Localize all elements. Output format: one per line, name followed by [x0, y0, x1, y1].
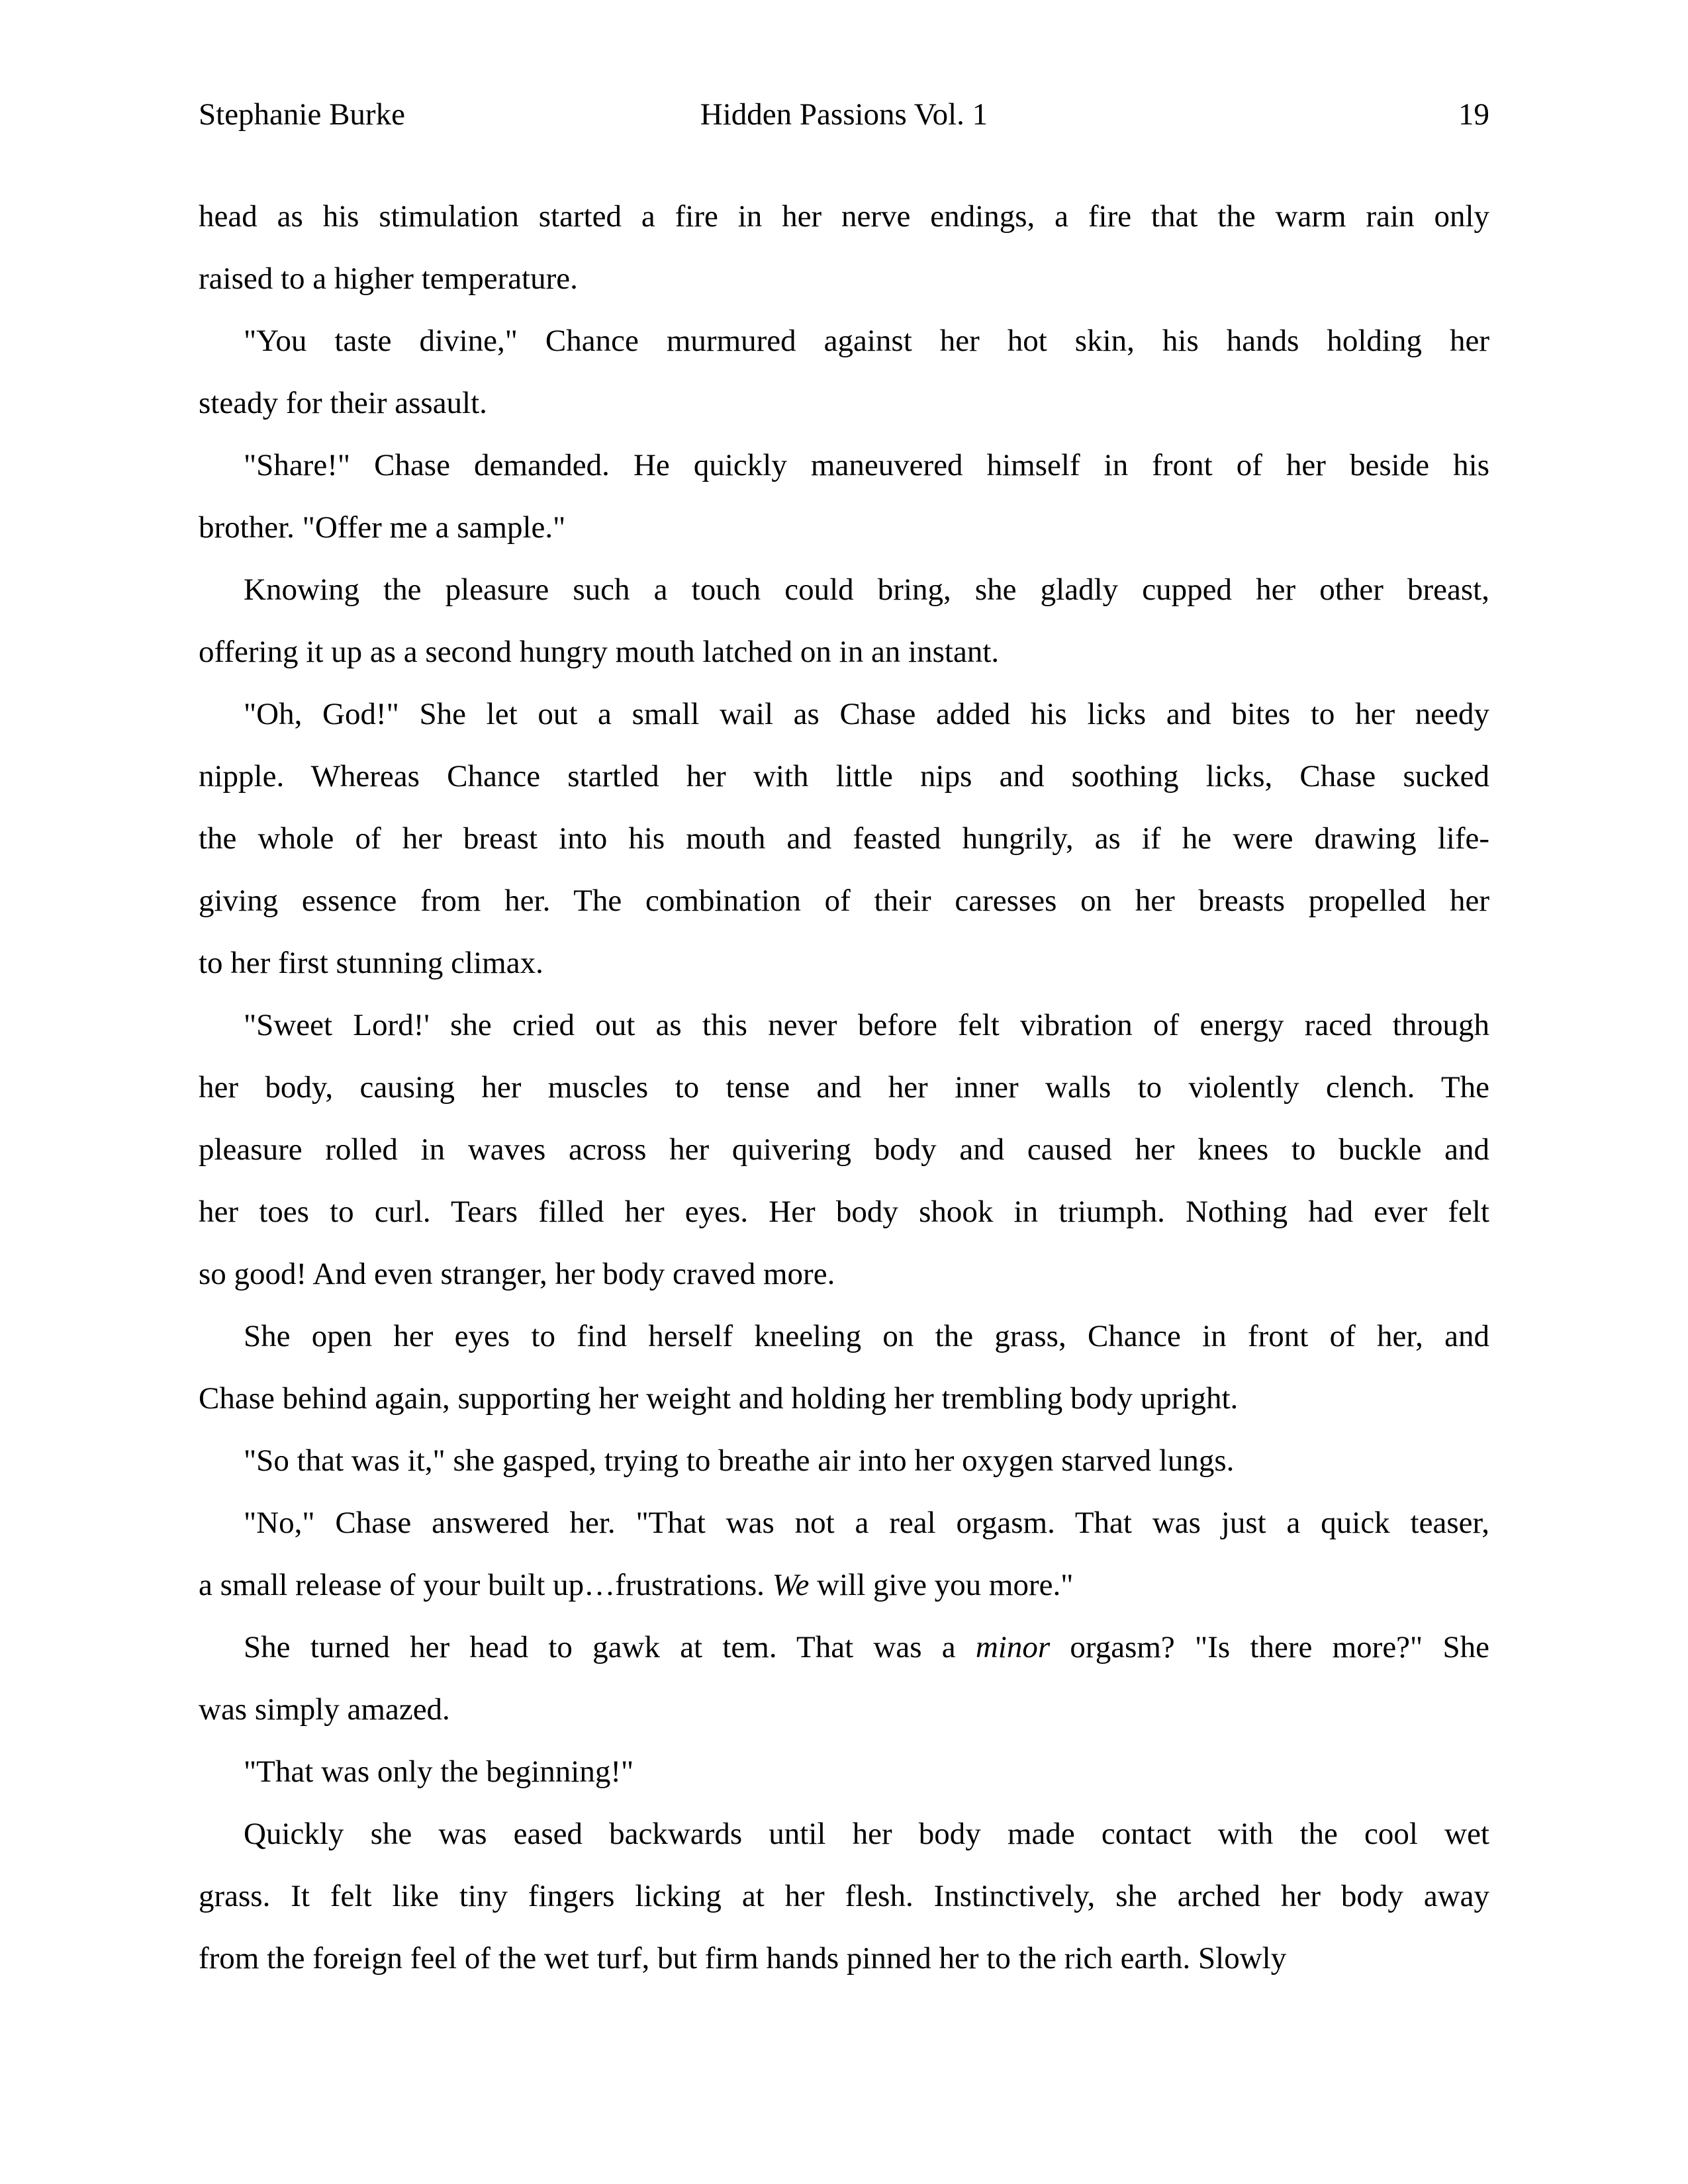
text-line: Quickly she was eased backwards until her body made contact with the cool wet	[244, 1817, 1489, 1851]
text-line: Knowing the pleasure such a touch could bring, she gladly cupped her other breast,	[244, 572, 1489, 607]
paragraph	[199, 310, 1489, 434]
text-line: pleasure rolled in waves across her quivering body and caused her knees to buckle and	[199, 1132, 1489, 1167]
paragraph	[199, 1305, 1489, 1430]
paragraph	[199, 1430, 1489, 1492]
body-text	[199, 185, 1489, 1989]
paragraph	[199, 1492, 1489, 1616]
text-line: her body, causing her muscles to tense and her inner walls to violently clench. The	[199, 1070, 1489, 1105]
paragraph	[199, 559, 1489, 683]
paragraph	[199, 683, 1489, 994]
text-line: "Sweet Lord!' she cried out as this never before felt vibration of energy raced through	[244, 1008, 1489, 1042]
text-line: steady for their assault.	[199, 386, 487, 420]
paragraph	[199, 1741, 1489, 1803]
text-line: head as his stimulation started a fire in her nerve endings, a fire that the warm rain only	[199, 199, 1489, 234]
paragraph	[199, 185, 1489, 310]
text-line: "You taste divine," Chance murmured against her hot skin, his hands holding her	[244, 324, 1489, 358]
text-line: She turned her head to gawk at tem. That was a minor orgasm? "Is there more?" She	[244, 1630, 1489, 1664]
text-line: her toes to curl. Tears filled her eyes. Her body shook in triumph. Nothing had ever felt	[199, 1195, 1489, 1229]
paragraph	[199, 434, 1489, 559]
text-line: Chase behind again, supporting her weight and holding her trembling body upright.	[199, 1381, 1239, 1416]
text-line: "So that was it," she gasped, trying to breathe air into her oxygen starved lungs.	[244, 1443, 1235, 1478]
text-line: "That was only the beginning!"	[244, 1754, 634, 1789]
text-line: a small release of your built up…frustrations. We will give you more."	[199, 1568, 1074, 1602]
text-line: raised to a higher temperature.	[199, 261, 578, 296]
text-line: to her first stunning climax.	[199, 946, 543, 980]
text-line: the whole of her breast into his mouth and feasted hungrily, as if he were drawing life-	[199, 821, 1489, 856]
text-line: She open her eyes to find herself kneeling on the grass, Chance in front of her, and	[244, 1319, 1489, 1353]
header-author: Stephanie Burke	[199, 97, 405, 132]
page-header	[199, 96, 1489, 133]
text-line: "Oh, God!" She let out a small wail as Chase added his licks and bites to her needy	[244, 697, 1489, 731]
text-line: brother. "Offer me a sample."	[199, 510, 566, 545]
text-line: "Share!" Chase demanded. He quickly maneuvered himself in front of her beside his	[244, 448, 1489, 482]
text-line: from the foreign feel of the wet turf, but firm hands pinned her to the rich earth. Slowly	[199, 1941, 1287, 1976]
header-title: Hidden Passions Vol. 1	[700, 97, 988, 132]
text-line: grass. It felt like tiny fingers licking at her flesh. Instinctively, she arched her body away	[199, 1879, 1489, 1913]
paragraph	[199, 994, 1489, 1305]
text-line: was simply amazed.	[199, 1692, 450, 1727]
header-page-number: 19	[1458, 97, 1489, 132]
paragraph	[199, 1616, 1489, 1741]
text-line: offering it up as a second hungry mouth latched on in an instant.	[199, 635, 1000, 669]
text-line: "No," Chase answered her. "That was not a real orgasm. That was just a quick teaser,	[244, 1506, 1489, 1540]
text-line: nipple. Whereas Chance startled her with little nips and soothing licks, Chase sucked	[199, 759, 1489, 794]
paragraph	[199, 1803, 1489, 1989]
text-line: giving essence from her. The combination of their caresses on her breasts propelled her	[199, 884, 1489, 918]
text-line: so good! And even stranger, her body craved more.	[199, 1257, 835, 1291]
